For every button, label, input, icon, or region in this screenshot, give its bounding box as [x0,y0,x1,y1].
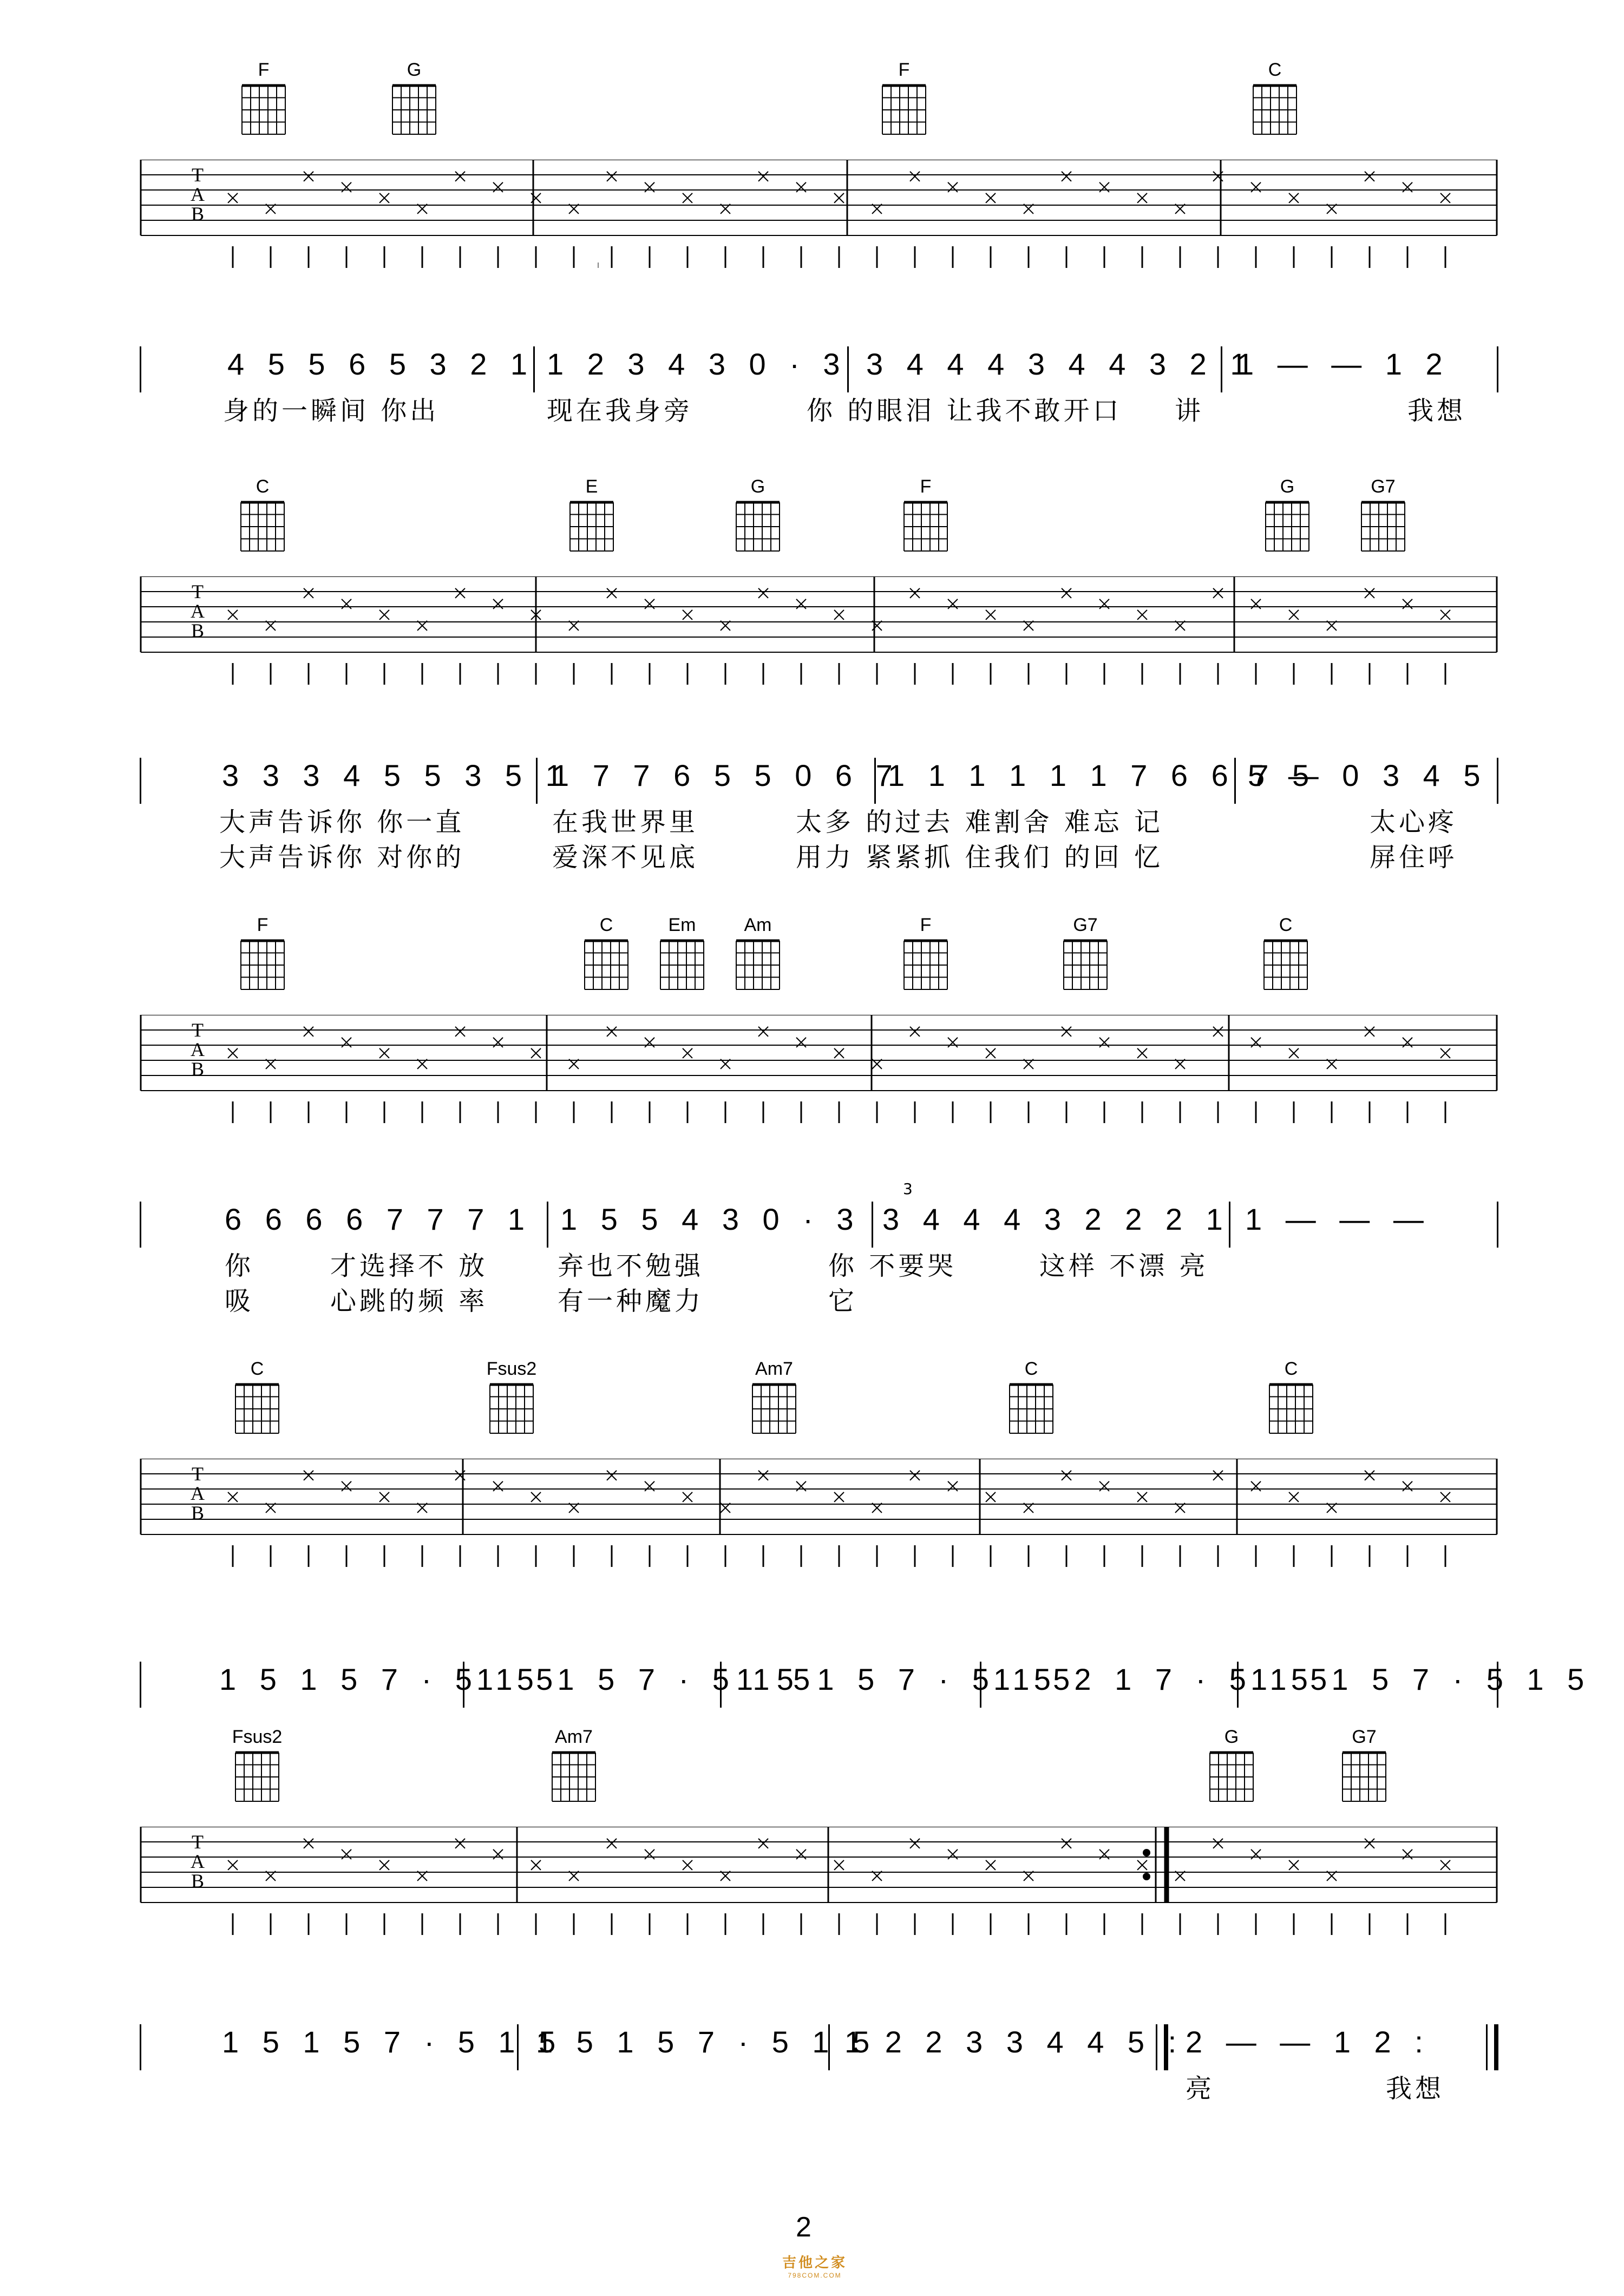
tab-x-note [228,1048,238,1058]
notation-measure: 4 5 5 6 5 3 2 1 [227,347,535,381]
tab-x-note [834,1860,844,1870]
tab-x-note [493,599,503,609]
chord-diagram [544,1727,604,1812]
tab-x-note [455,172,465,181]
tab-x-note [1251,599,1261,609]
tab-letter: A [191,1851,205,1872]
chord-name: Am [744,915,772,935]
chord-name: C [1268,60,1282,80]
notation-measure: 1 5 1 5 7 · 5 1 5 [222,2025,564,2059]
notation-measure: 1 5 1 5 7 · 5 1 5 [1250,1662,1592,1696]
tab-x-note [758,1027,768,1037]
lyric: 身的一瞬间 你出 [223,396,440,426]
tab-x-notes [228,172,1450,214]
tab-x-note [493,1481,503,1491]
chord-diagrams [0,915,1624,1023]
chord-diagram [234,60,293,145]
tab-x-note [342,182,351,192]
chord-name: Fsus2 [232,1727,283,1747]
tab-staff [0,160,1624,268]
system-2 [0,476,1624,915]
notation-measure: 1 5 1 5 7 · 5 1 5 [476,1662,818,1696]
rhythm-stems [233,1913,1445,1935]
tab-x-note [683,1492,692,1502]
tab-x-note [1289,610,1299,620]
tab-x-note [304,1027,313,1037]
rhythm-stems [233,1101,1445,1123]
chord-diagram [874,60,934,145]
lyric: 太多 的过去 难割舍 难忘 记 [796,807,1164,837]
tab-x-note [1062,1839,1071,1848]
notation-measure: 1 5 1 5 7 · 5 1 5 [219,1662,561,1696]
tab-x-note [910,1471,920,1480]
tab-x-note [1213,1027,1223,1037]
barline [140,346,141,392]
lyric: 爱深不见底 [552,842,699,873]
notation-measure: 1 2 3 4 3 0 · 3 [547,347,848,381]
barline [1494,2024,1498,2070]
chord-diagrams [0,1359,1624,1467]
tab-x-notes [228,1471,1450,1513]
notation-measure: 2 — — 1 2 : [1186,2025,1431,2059]
tab-x-note [1062,588,1071,598]
rhythm-stems [233,246,1445,268]
tab-x-note [379,1492,389,1502]
tab-x-note [1403,1849,1412,1859]
tab-x-note [1251,182,1261,192]
barline [1497,758,1498,804]
tab-x-note [758,588,768,598]
barline [140,1662,141,1708]
tab-x-note [1099,1481,1109,1491]
tab-letter: B [191,203,205,225]
chord-name: G7 [1073,915,1098,935]
notation-measure: 1 — — 1 2 [1237,347,1450,381]
notation-measure: 6 6 6 6 7 7 7 1 [225,1202,533,1236]
chord-diagram [233,915,292,1000]
tab-x-note [1440,1048,1450,1058]
tab-x-note [1251,1849,1261,1859]
tab-x-note [1289,193,1299,203]
chord-diagram [577,915,636,1000]
tab-x-note [1403,182,1412,192]
tab-x-note [1365,172,1374,181]
lyric: 吸 [225,1286,254,1316]
chord-diagram [482,1359,541,1444]
tab-x-note [948,1849,958,1859]
tab-x-note [1440,193,1450,203]
tab-x-note [948,182,958,192]
chord-name: F [920,915,932,935]
chord-name: G [750,476,765,497]
tab-x-note [1440,1860,1450,1870]
tab-x-note [1403,599,1412,609]
lyric: 我想 [1386,2074,1445,2104]
chord-name: C [599,915,613,935]
tab-x-note [683,610,692,620]
tab-x-note [986,1048,996,1058]
tab-x-note [531,1492,541,1502]
chord-diagram [1001,1359,1061,1444]
tab-x-note [455,1839,465,1848]
tab-x-note [1062,172,1071,181]
site-watermark-logo [769,2252,861,2284]
chord-diagram [1258,476,1317,562]
tab-x-note [342,1481,351,1491]
tab-x-note [758,1471,768,1480]
tab-x-note [455,1027,465,1037]
tab-x-note [607,588,617,598]
chord-diagram [1334,1727,1394,1812]
tab-x-note [1137,1860,1147,1870]
chord-name: F [898,60,910,80]
tab-x-note [1289,1860,1299,1870]
numbered-notation [0,1662,1624,1727]
chord-diagrams [0,1727,1624,1835]
chord-name: E [585,476,598,497]
chord-name: G [1224,1727,1239,1747]
system-5 [0,1727,1624,2138]
tab-x-note [304,1839,313,1848]
tab-x-note [1440,1492,1450,1502]
chord-diagram [652,915,712,1000]
tab-x-note [607,1471,617,1480]
tab-x-note [379,610,389,620]
rhythm-stems [233,663,1445,685]
tab-x-note [1137,193,1147,203]
barline [1497,346,1498,392]
lyric: 你 的眼泪 让我不敢开口 [807,396,1122,426]
tab-x-note [758,172,768,181]
system-1 [0,60,1624,426]
barline [1486,2024,1488,2070]
tab-x-note [910,588,920,598]
notation-measure: 3 3 3 4 5 5 3 5 1 [222,758,570,792]
lyric: 我想 [1407,396,1466,426]
tab-x-note [834,1492,844,1502]
lyric: 在我世界里 [552,807,699,837]
tab-x-note [645,1849,654,1859]
lyric: 你 不要哭 [828,1251,957,1281]
tab-x-note [1365,1027,1374,1037]
chord-name: G [407,60,422,80]
tab-x-note [493,1038,503,1047]
numbered-notation [0,1180,1624,1359]
notation-measure: 5 — 0 3 4 5 [1248,758,1488,792]
barline [547,1202,548,1248]
chord-name: G7 [1352,1727,1377,1747]
chord-diagram [896,915,955,1000]
chord-diagram [728,476,788,562]
tab-x-note [796,1481,806,1491]
chord-diagram [1056,915,1115,1000]
tab-x-note [228,1860,238,1870]
tab-x-note [683,193,692,203]
tab-x-note [683,1860,692,1870]
lyric: 你 [225,1251,254,1281]
lyric: 大声告诉你 你一直 [219,807,465,837]
chord-name: Am7 [555,1727,593,1747]
tab-x-note [342,599,351,609]
tab-x-note [1289,1492,1299,1502]
notation-measure: 1 1 1 1 1 1 7 6 6 7 5 [888,758,1317,792]
notation-measure: 1 5 2 1 7 · 5 1 5 [993,1662,1335,1696]
tab-x-note [683,1048,692,1058]
chord-name: C [250,1359,264,1379]
tab-x-note [228,610,238,620]
tab-x-note [1289,1048,1299,1058]
lyric: 这样 不漂 亮 [1039,1251,1209,1281]
tab-staff [0,576,1624,685]
tab-staff [0,1459,1624,1567]
lyric: 讲 [1175,396,1204,426]
tab-x-note [1099,1849,1109,1859]
numbered-notation [0,2024,1624,2133]
lyric: 屏住呼 [1370,842,1458,873]
tab-x-note [379,1048,389,1058]
chord-diagram [728,915,788,1000]
tab-x-note [796,1849,806,1859]
lyric: 才选择不 放 [330,1251,488,1281]
tab-x-note [228,1492,238,1502]
tab-x-note [910,1839,920,1848]
chord-name: C [1024,1359,1038,1379]
tab-x-note [645,1038,654,1047]
tab-x-note [1251,1038,1261,1047]
tab-x-note [1365,1471,1374,1480]
barline [1497,1202,1498,1248]
tab-x-note [986,193,996,203]
tab-x-note [493,1849,503,1859]
tab-letter: A [191,183,205,205]
tab-letter: B [191,1502,205,1524]
tab-x-note [758,1839,768,1848]
tab-x-note [531,1048,541,1058]
numbered-notation [0,346,1624,426]
tab-x-note [796,1038,806,1047]
notation-measure: 1 5 1 5 7 · 5 1 5 [736,1662,1078,1696]
tab-x-note [986,610,996,620]
notation-measure: 3 4 4 4 3 2 2 2 1 [882,1202,1230,1236]
chord-name: G [1280,476,1295,497]
tab-x-note [645,599,654,609]
tab-x-note [986,1860,996,1870]
tab-x-note [1403,1038,1412,1047]
rhythm-stems [233,1545,1445,1567]
chord-diagram [1261,1359,1321,1444]
chord-diagram [384,60,444,145]
chord-name: C [1279,915,1293,935]
tab-x-note [455,588,465,598]
chord-name: F [920,476,932,497]
barline [140,2024,141,2070]
barline [140,758,141,804]
tab-letter: T [192,1019,204,1041]
tab-x-note [228,193,238,203]
triplet-mark: 3 [903,1180,916,1198]
chord-name: F [258,60,270,80]
tab-x-note [948,1038,958,1047]
tab-x-note [1213,1471,1223,1480]
tab-letter: T [192,1463,204,1485]
tab-x-note [607,1839,617,1848]
tab-x-note [796,182,806,192]
barline [872,1202,873,1248]
chord-name: C [1284,1359,1298,1379]
lyric: 心跳的频 率 [330,1286,488,1316]
tab-x-note [1137,1048,1147,1058]
lyric: 弃也不勉强 [558,1251,704,1281]
tab-x-note [304,172,313,181]
tab-x-note [1099,599,1109,609]
tab-letter: B [191,1058,205,1080]
tab-letter: T [192,164,204,186]
tab-x-note [607,1027,617,1037]
tab-x-note [1365,1839,1374,1848]
chord-diagram [744,1359,804,1444]
tab-x-note [1213,1839,1223,1848]
chord-diagram [227,1359,287,1444]
tab-x-note [834,610,844,620]
chord-name: Am7 [755,1359,793,1379]
tab-x-note [1440,610,1450,620]
tab-x-note [1099,1038,1109,1047]
watermark-subtitle: 798COM.COM [788,2272,842,2279]
tab-x-note [910,1027,920,1037]
notation-measure: 1 5 1 5 7 · 5 1 5 [536,2025,878,2059]
lyric: 有一种魔力 [558,1286,704,1316]
tab-x-note [834,193,844,203]
system-4 [0,1359,1624,1727]
tab-x-note [948,599,958,609]
chord-diagram [1256,915,1315,1000]
notation-measure: 3 4 4 4 3 4 4 3 2 1 [866,347,1255,381]
tab-x-note [531,1860,541,1870]
lyric: 大声告诉你 对你的 [219,842,465,873]
tab-x-note [1365,588,1374,598]
tab-x-note [1137,610,1147,620]
tab-x-note [493,182,503,192]
lyric: 用力 紧紧抓 住我们 的回 忆 [796,842,1164,873]
chord-diagram [896,476,955,562]
barline [140,1202,141,1248]
tab-letter: A [191,600,205,622]
chord-diagram [233,476,292,562]
tab-x-note [948,1481,958,1491]
chord-name: C [256,476,270,497]
tab-x-note [645,182,654,192]
notation-measure: 1 7 7 6 5 5 0 6 7 [552,758,900,792]
page-number: 2 [796,2212,811,2243]
tab-x-notes [228,1027,1450,1069]
tab-letter: T [192,581,204,602]
tab-letter: T [192,1831,204,1853]
tab-x-note [796,599,806,609]
system-3 [0,915,1624,1359]
lyric: 现在我身旁 [547,396,693,426]
lyric: 亮 [1186,2074,1215,2104]
lyric: 它 [828,1286,858,1316]
tab-staff [0,1827,1624,1935]
chord-diagram [227,1727,287,1812]
tab-x-note [342,1849,351,1859]
tab-x-note [834,1048,844,1058]
tab-x-note [379,193,389,203]
chord-diagram [1202,1727,1261,1812]
lyric: 太心疼 [1370,807,1458,837]
tab-x-note [1099,182,1109,192]
tab-x-note [379,1860,389,1870]
chord-diagrams [0,60,1624,168]
chord-name: F [257,915,269,935]
notation-measure: 1 2 2 3 3 4 4 5 : [844,2025,1184,2059]
numbered-notation [0,758,1624,915]
tab-x-note [1137,1492,1147,1502]
chord-diagram [1245,60,1305,145]
tab-letter: B [191,1870,205,1892]
tab-x-note [1213,588,1223,598]
tab-x-note [304,1471,313,1480]
chord-name: G7 [1371,476,1396,497]
tab-x-note [645,1481,654,1491]
tab-x-note [1062,1027,1071,1037]
tab-x-note [910,172,920,181]
tab-x-note [1062,1471,1071,1480]
tab-x-note [342,1038,351,1047]
chord-diagram [1353,476,1413,562]
tab-letter: A [191,1482,205,1504]
chord-diagrams [0,476,1624,585]
tab-staff [0,1015,1624,1123]
tab-x-note [304,588,313,598]
chord-name: Em [668,915,696,935]
tab-x-note [986,1492,996,1502]
tab-x-notes [228,1839,1450,1881]
watermark-title: 吉他之家 [782,2254,847,2271]
notation-measure: 1 — — — [1245,1202,1431,1236]
tab-x-notes [228,588,1450,631]
chord-name: Fsus2 [486,1359,537,1379]
tab-x-note [607,172,617,181]
tab-letter: B [191,620,205,641]
tab-x-note [1251,1481,1261,1491]
notation-measure: 1 5 5 4 3 0 · 3 [560,1202,861,1236]
tab-letter: A [191,1039,205,1060]
chord-diagram [562,476,621,562]
tab-x-note [1403,1481,1412,1491]
